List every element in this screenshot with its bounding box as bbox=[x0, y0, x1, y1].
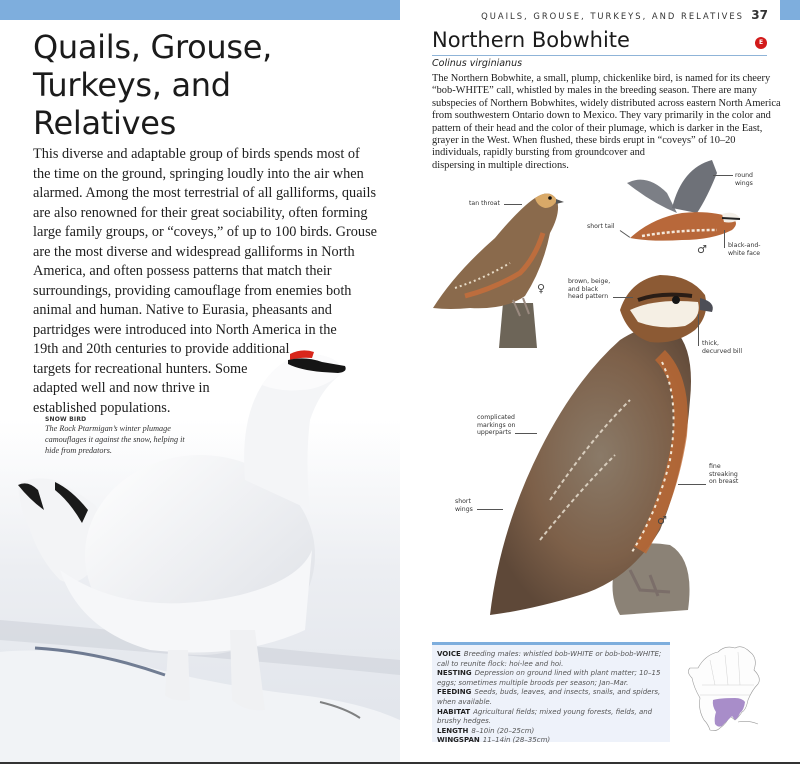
description-line: individuals, rapidly bursting from groundcover and bbox=[432, 147, 645, 159]
leader-line bbox=[678, 484, 706, 485]
fact-value: 8–10in (20–25cm) bbox=[471, 726, 535, 735]
label-line: upperparts bbox=[477, 429, 512, 437]
label-line: short bbox=[455, 498, 471, 505]
label-line: streaking bbox=[709, 470, 738, 478]
label-line: tan throat bbox=[469, 200, 500, 207]
male-bobwhite-main-illustration bbox=[480, 270, 720, 630]
male-bobwhite-flight-illustration bbox=[622, 158, 747, 248]
label-line: head pattern bbox=[568, 293, 609, 301]
label-line: complicated bbox=[477, 414, 515, 421]
label-line: black-and- bbox=[728, 242, 761, 249]
label-short-tail bbox=[587, 223, 615, 231]
label-line: thick, bbox=[702, 340, 720, 347]
intro-line: adapted well and now thrive in bbox=[33, 380, 210, 396]
intro-line: large family groups, or “coveys,” of up to 100 birds. Grouse bbox=[33, 224, 377, 240]
fact-value: Depression on ground lined with plant matter; 10–15 eggs; sometimes multiple broods per season; Jan–Mar. bbox=[437, 669, 661, 687]
label-round-wings bbox=[735, 172, 753, 187]
intro-line: the time on the ground, springing loudly into the air when bbox=[33, 165, 364, 182]
fact-key: WINGSPAN bbox=[437, 736, 480, 745]
label-line: markings on bbox=[477, 421, 516, 429]
label-line: fine bbox=[709, 463, 721, 470]
running-head: QUAILS, GROUSE, TURKEYS, AND RELATIVES bbox=[481, 11, 744, 21]
intro-line: established populations. bbox=[33, 399, 171, 416]
scientific-name: Colinus virginianus bbox=[432, 58, 523, 69]
fact-value: 11–14in (28–35cm) bbox=[482, 736, 551, 745]
fact-value: Agricultural fields; mixed young forests, fields, and brushy hedges. bbox=[437, 707, 653, 726]
leader-line bbox=[713, 175, 733, 176]
label-line: short tail bbox=[587, 223, 615, 230]
fact-nesting bbox=[437, 669, 665, 688]
label-line: white face bbox=[728, 249, 761, 257]
fact-value: Seeds, buds, leaves, and insects, snails, and spiders, when available. bbox=[437, 688, 661, 706]
intro-line: targets for recreational hunters. Some bbox=[33, 360, 248, 377]
intro-line: animal and human. Native to Eurasia, pheasants and bbox=[33, 302, 332, 318]
description-line: The Northern Bobwhite, a small, plump, chickenlike bird, is named for its cheery bbox=[432, 73, 771, 84]
intro-line: America, and often possess patterns that match their bbox=[33, 263, 332, 279]
leader-line bbox=[515, 433, 537, 434]
intro-paragraph bbox=[33, 145, 377, 418]
species-title: Northern Bobwhite bbox=[432, 28, 630, 52]
caption-line: hide from predators. bbox=[45, 446, 112, 455]
description-line: from southwestern Ontario down to Mexico. They vary primarily in the color and bbox=[432, 110, 771, 122]
title-line: Quails, Grouse, bbox=[33, 28, 273, 66]
fact-length bbox=[437, 727, 665, 737]
caption-line: camouflages it against the snow, helping it bbox=[45, 435, 185, 444]
fact-habitat bbox=[437, 708, 665, 727]
label-line: on breast bbox=[709, 478, 739, 486]
male-symbol-icon: ♂ bbox=[697, 243, 707, 256]
intro-line: This diverse and adaptable group of birds spends most of bbox=[33, 146, 360, 162]
fact-key: VOICE bbox=[437, 650, 461, 658]
label-short-wings bbox=[455, 498, 473, 513]
fact-wingspan bbox=[437, 736, 665, 746]
leader-line bbox=[504, 204, 522, 205]
fact-key: LENGTH bbox=[437, 726, 469, 735]
page-number: 37 bbox=[751, 8, 768, 22]
label-line: wings bbox=[455, 505, 473, 513]
intro-line: are the most diverse and widespread galliforms in North bbox=[33, 243, 355, 260]
label-upperparts bbox=[477, 414, 515, 437]
description-line: dispersing in multiple directions. bbox=[432, 159, 569, 171]
fact-value: Breeding males: whistled bob-WHITE or bob-bob-WHITE; call to reunite flock: hoi-lee and hoi. bbox=[437, 650, 662, 668]
color-band-tab bbox=[780, 0, 800, 20]
fact-key: FEEDING bbox=[437, 688, 472, 697]
title-line: Relatives bbox=[33, 104, 177, 142]
title-divider bbox=[432, 55, 767, 56]
description-line: pattern of their head and the color of their plumage, which is darker in the East, bbox=[432, 122, 763, 134]
label-tan-throat bbox=[469, 200, 500, 208]
female-symbol-icon: ♀ bbox=[537, 282, 546, 295]
intro-line: surroundings, providing camouflage from enemies both bbox=[33, 282, 352, 299]
label-line: wings bbox=[735, 179, 753, 187]
label-line: decurved bill bbox=[702, 347, 743, 355]
photo-caption bbox=[45, 416, 215, 456]
intro-line: partridges were introduced into North America in the bbox=[33, 321, 337, 338]
description-line: “bob-WHITE” call, whistled by males in the breeding season. There are many bbox=[432, 85, 757, 97]
fact-feeding bbox=[437, 688, 665, 707]
intro-line: alarmed. Among the most terrestrial of all galliforms, quails bbox=[33, 185, 377, 201]
leader-line bbox=[724, 230, 725, 248]
fact-key: HABITAT bbox=[437, 707, 471, 716]
caption-heading: SNOW BIRD bbox=[45, 416, 87, 423]
leader-line bbox=[613, 297, 633, 298]
caption-line: The Rock Ptarmigan’s winter plumage bbox=[45, 424, 171, 433]
description-line: grayer in the West. When flushed, these birds erupt in “coveys” of 10–20 bbox=[432, 135, 736, 147]
caption-text bbox=[45, 423, 215, 456]
fact-key: NESTING bbox=[437, 669, 472, 678]
label-line: brown, beige, bbox=[568, 278, 611, 285]
range-map bbox=[680, 640, 775, 745]
label-black-white-face bbox=[728, 242, 761, 257]
leader-line bbox=[477, 509, 503, 510]
leader-line bbox=[698, 314, 699, 346]
status-badge: E bbox=[755, 37, 767, 49]
intro-line: 19th and 20th centuries to provide additional bbox=[33, 341, 290, 357]
fact-voice bbox=[437, 650, 665, 669]
title-line: Turkeys, and bbox=[33, 66, 231, 104]
label-breast bbox=[709, 463, 738, 486]
section-title bbox=[33, 28, 373, 142]
label-head-pattern bbox=[568, 278, 610, 301]
intro-line: are also renowned for their great sociability, often forming bbox=[33, 204, 368, 221]
color-band bbox=[0, 0, 400, 20]
description-line: subspecies of Northern Bobwhites, widely distributed across eastern North America bbox=[432, 97, 781, 109]
label-line: and black bbox=[568, 285, 599, 293]
label-bill bbox=[702, 340, 742, 355]
right-page bbox=[400, 0, 800, 764]
label-line: round bbox=[735, 172, 753, 179]
male-symbol-icon: ♂ bbox=[657, 514, 667, 527]
species-fact-box bbox=[432, 642, 670, 745]
